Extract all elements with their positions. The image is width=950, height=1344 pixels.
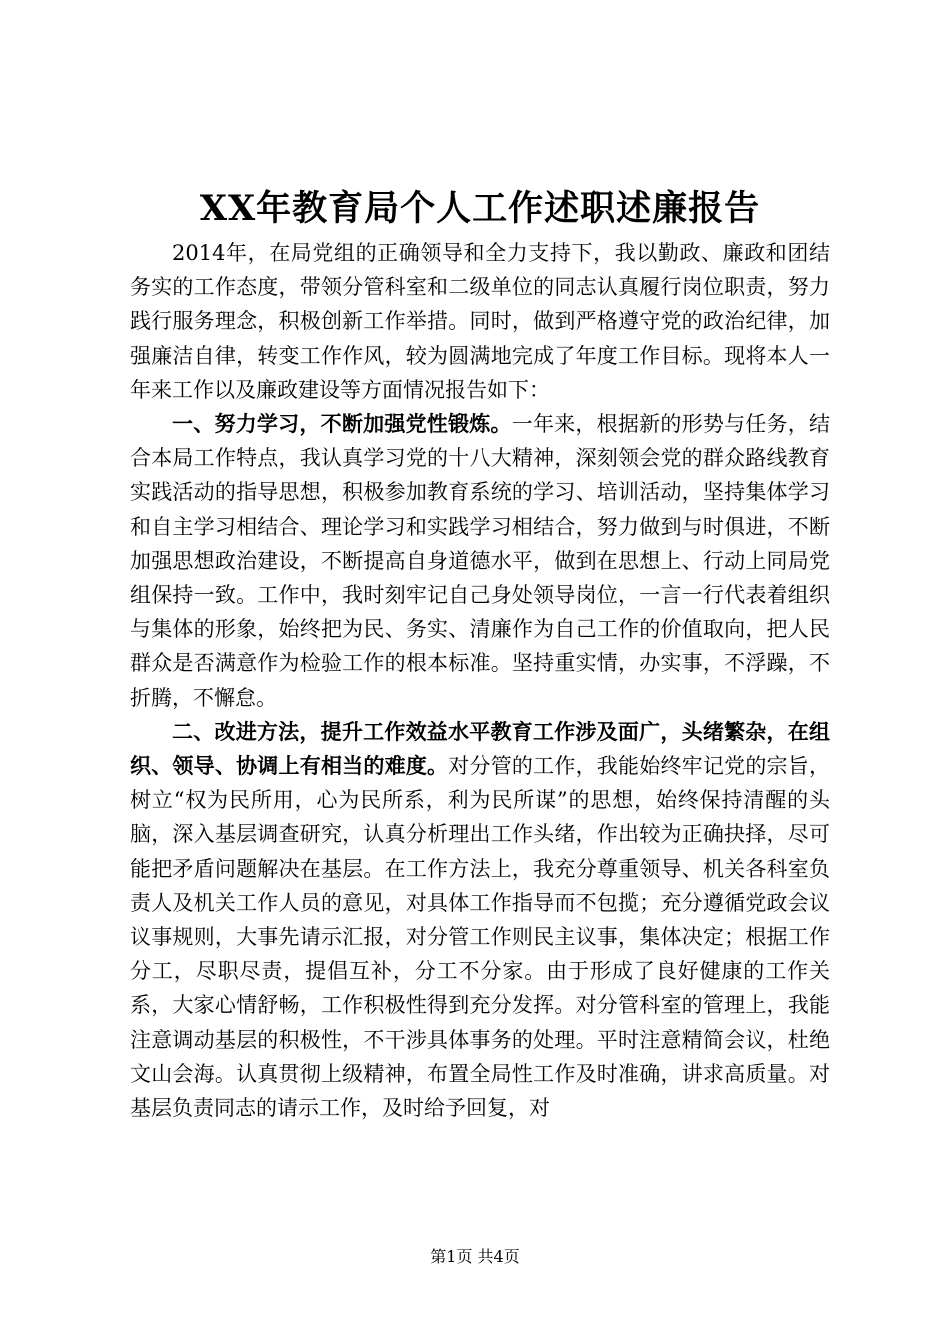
document-title: XX年教育局个人工作述职述廉报告 — [199, 188, 761, 229]
section-heading-1: 一、努力学习，不断加强党性锻炼。 — [172, 411, 512, 437]
section-text-2: 对分管的工作，我能始终牢记党的宗旨，树立“权为民所用，心为民所系，利为民所谋”的思想，始终保持清醒的头脑，深入基层调查研究，认真分析理出工作头绪，作出较为正确抉择，尽可能把矛盾问题解决在基层。在工作方法上，我充分尊重领导、机关各科室负责人及机关工作人员的意见，对具体工作指导而不包揽；充分遵循党政会议议事规则，大事先请示汇报，对分管工作则民主议事，集体决定；根据工作分工，尽职尽责，提倡互补，分工不分家。由于形成了良好健康的工作关系，大家心情舒畅，工作积极性得到充分发挥。对分管科室的管理上，我能注意调动基层的积极性，不干涉具体事务的处理。平时注意精简会议，杜绝文山会海。认真贯彻上级精神，布置全局性工作及时准确，讲求高质量。对基层负责同志的请示工作，及时给予回复，对 — [130, 754, 830, 1121]
section-paragraph-2 — [130, 715, 830, 1125]
intro-paragraph: 2014年，在局党组的正确领导和全力支持下，我以勤政、廉政和团结务实的工作态度，带领分管科室和二级单位的同志认真履行岗位职责，努力践行服务理念，积极创新工作举措。同时，做到严格遵守党的政治纪律，加强廉洁自律，转变工作作风，较为圆满地完成了年度工作目标。现将本人一年来工作以及廉政建设等方面情况报告如下： — [130, 241, 830, 402]
section-text-1: 一年来，根据新的形势与任务，结合本局工作特点，我认真学习党的十八大精神，深刻领会党的群众路线教育实践活动的指导思想，积极参加教育系统的学习、培训活动，坚持集体学习和自主学习相结合、理论学习和实践学习相结合，努力做到与时俱进，不断加强思想政治建设，不断提高自身道德水平，做到在思想上、行动上同局党组保持一致。工作中，我时刻牢记自己身处领导岗位，一言一行代表着组织与集体的形象，始终把为民、务实、清廉作为自己工作的价值取向，把人民群众是否满意作为检验工作的根本标准。坚持重实情，办实事，不浮躁，不折腾，不懈怠。 — [130, 412, 830, 710]
page-footer: 第1页 共4页 — [430, 1247, 520, 1266]
section-paragraph-1 — [130, 407, 830, 715]
document-body — [130, 236, 830, 1125]
section-heading-2: 二、改进方法，提升工作效益水平教育工作涉及面广，头绪繁杂，在组织、领导、协调上有相当的难度。 — [130, 718, 830, 779]
